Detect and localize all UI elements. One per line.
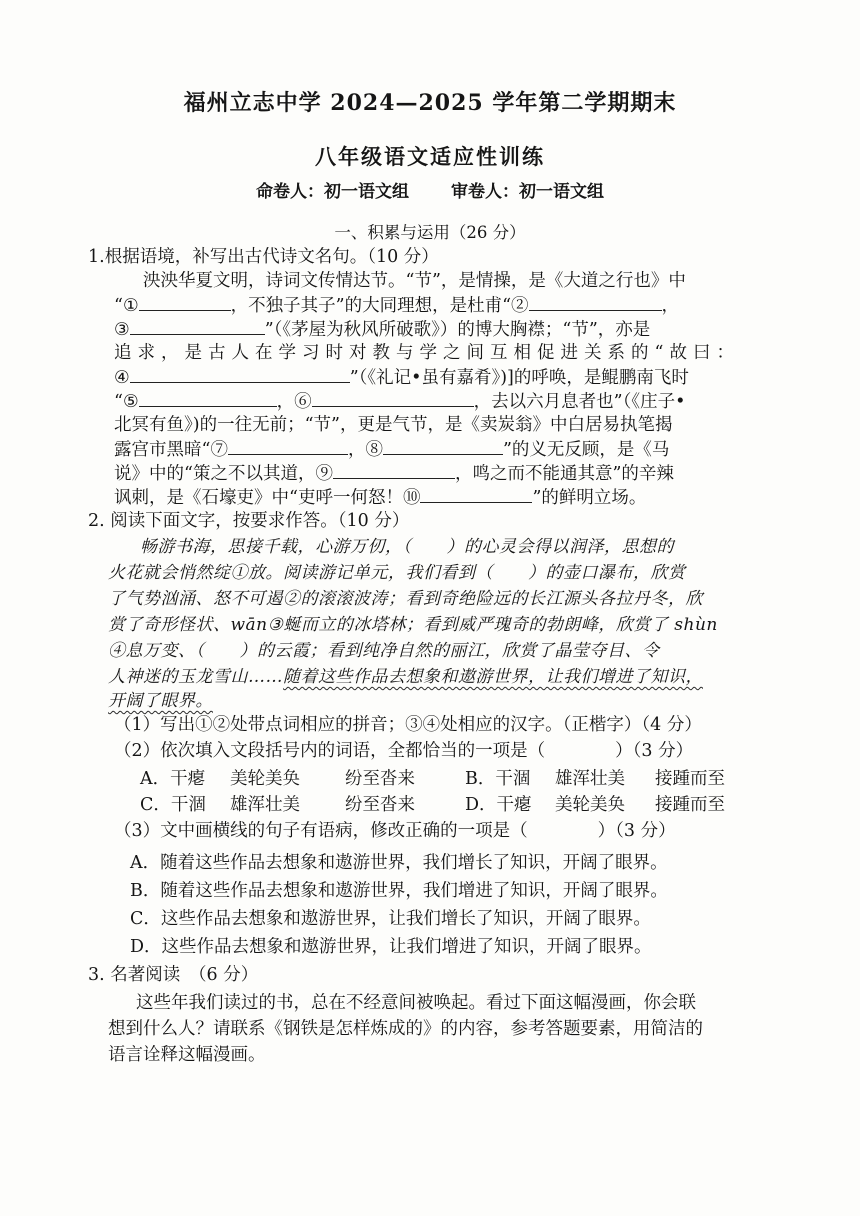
q2-option3-b: B．随着这些作品去想象和遨游世界，我们增进了知识，开阔了眼界。 [130,881,668,901]
q1-line-7: 北冥有鱼》)的一往无前；“节”，更是气节，是《卖炭翁》中白居易执笔揭 [114,415,673,435]
q1-line-6: “⑤ ，⑥ ，去以六月息者也”（《庄子• [114,388,685,415]
q1-line-4: 追求，是古人在学习时对教与学之间互相促进关系的“故曰： [114,343,734,363]
exam-title: 福州立志中学 2024—2025 学年第二学期期末 [183,90,677,116]
answer-blank-4[interactable] [130,364,350,383]
answer-blank-9[interactable] [333,460,455,479]
q2-sub1: （1）写出①②处带点词相应的拼音；③④处相应的汉字。（正楷字）（4 分） [114,715,702,735]
q2-option3-c: C．这些作品去想象和遨游世界，让我们增长了知识，开阔了眼界。 [130,909,651,929]
q1-line-10: 讽刺，是《石壕吏》中“吏呼一何怒！⑩ ”的鲜明立场。 [114,484,646,511]
exam-subtitle: 八年级语文适应性训练 [315,144,545,169]
q2-options2-row-1: A．干瘪 美轮美奂 纷至沓来 B．干涸 雄浑壮美 接踵而至 [140,769,725,789]
q2-passage-line-2: 火花就会悄然绽①放。阅读游记单元，我们看到（ ）的壶口瀑布，欣赏 [108,563,686,583]
q3-line-3: 语言诠释这幅漫画。 [108,1045,266,1065]
q2-option3-d: D．这些作品去想象和遨游世界，让我们增进了知识，开阔了眼界。 [130,937,652,957]
q2-passage-line-6: 人神迷的玉龙雪山……随着这些作品去想象和遨游世界，让我们增进了知识， [108,667,703,687]
q1-line-8: 露宫市黑暗“⑦ ，⑧ ”的义无反顾，是《马 [114,436,669,463]
q2-passage-line-4: 赏了奇形怪状、wān③蜒而立的冰塔林；看到威严瑰奇的勃朗峰，欣赏了 shùn [108,615,718,635]
answer-blank-8[interactable] [383,436,503,455]
author-label: 命卷人：初一语文组 [256,182,409,202]
answer-blank-6[interactable] [312,388,474,407]
q2-option3-a: A．随着这些作品去想象和遨游世界，我们增长了知识，开阔了眼界。 [130,853,668,873]
underlined-sentence: 随着这些作品去想象和遨游世界，让我们增进了知识， [283,667,703,687]
answer-blank-5[interactable] [139,388,277,407]
q1-heading: 1.根据语境，补写出古代诗文名句。（10 分） [88,247,439,267]
q3-line-2: 想到什么人？请联系《钢铁是怎样炼成的》的内容，参考答题要素，用简洁的 [108,1019,703,1039]
reviewer-label: 审卷人：初一语文组 [451,182,604,202]
section-1-title: 一、积累与运用（26 分） [334,223,526,242]
answer-blank-1[interactable] [139,292,231,311]
answer-blank-7[interactable] [228,436,348,455]
answer-blank-3[interactable] [130,316,265,335]
q3-heading: 3. 名著阅读 （6 分） [88,965,259,985]
q2-heading: 2. 阅读下面文字，按要求作答。（10 分） [88,511,410,531]
q2-sub3: （3）文中画横线的句子有语病，修改正确的一项是（ ）（3 分） [114,821,676,841]
q1-line-3: ③ ”（《茅屋为秋风所破歌》）的博大胸襟；“节”，亦是 [114,316,650,343]
q2-passage-line-7 [108,688,213,714]
q2-passage-line-3: 了气势汹涌、怒不可遏②的滚滚波涛；看到奇绝险远的长江源头各拉丹冬，欣 [108,589,703,609]
answer-blank-2[interactable] [529,292,662,311]
q1-line-1: 泱泱华夏文明，诗词文传情达节。“节”，是情操，是《大道之行也》中 [143,271,686,291]
exam-authors [0,177,860,202]
q1-line-5: ④ ”（《礼记•虽有嘉肴》)]的呼唤，是鲲鹏南飞时 [114,364,689,391]
q3-line-1: 这些年我们读过的书，总在不经意间被唤起。看过下面这幅漫画，你会联 [136,993,696,1013]
answer-blank-10[interactable] [420,484,532,503]
q2-sub2: （2）依次填入文段括号内的词语，全都恰当的一项是（ ）（3 分） [114,741,694,761]
q2-options2-row-2: C．干涸 雄浑壮美 纷至沓来 D．干瘪 美轮美奂 接踵而至 [140,795,725,815]
q1-line-9: 说》中的“策之不以其道，⑨ ，鸣之而不能通其意”的辛辣 [114,460,674,487]
q2-passage-line-1: 畅游书海，思接千载，心游万仞，（ ）的心灵会得以润泽，思想的 [140,537,674,557]
q1-line-2: “① ，不独子其子”的大同理想，是杜甫“② ， [114,292,679,319]
q2-passage-line-5: ④息万变、（ ）的云霞；看到纯净自然的丽江，欣赏了晶莹夺目、令 [108,641,660,661]
underlined-sentence-end: 开阔了眼界。 [108,691,213,711]
